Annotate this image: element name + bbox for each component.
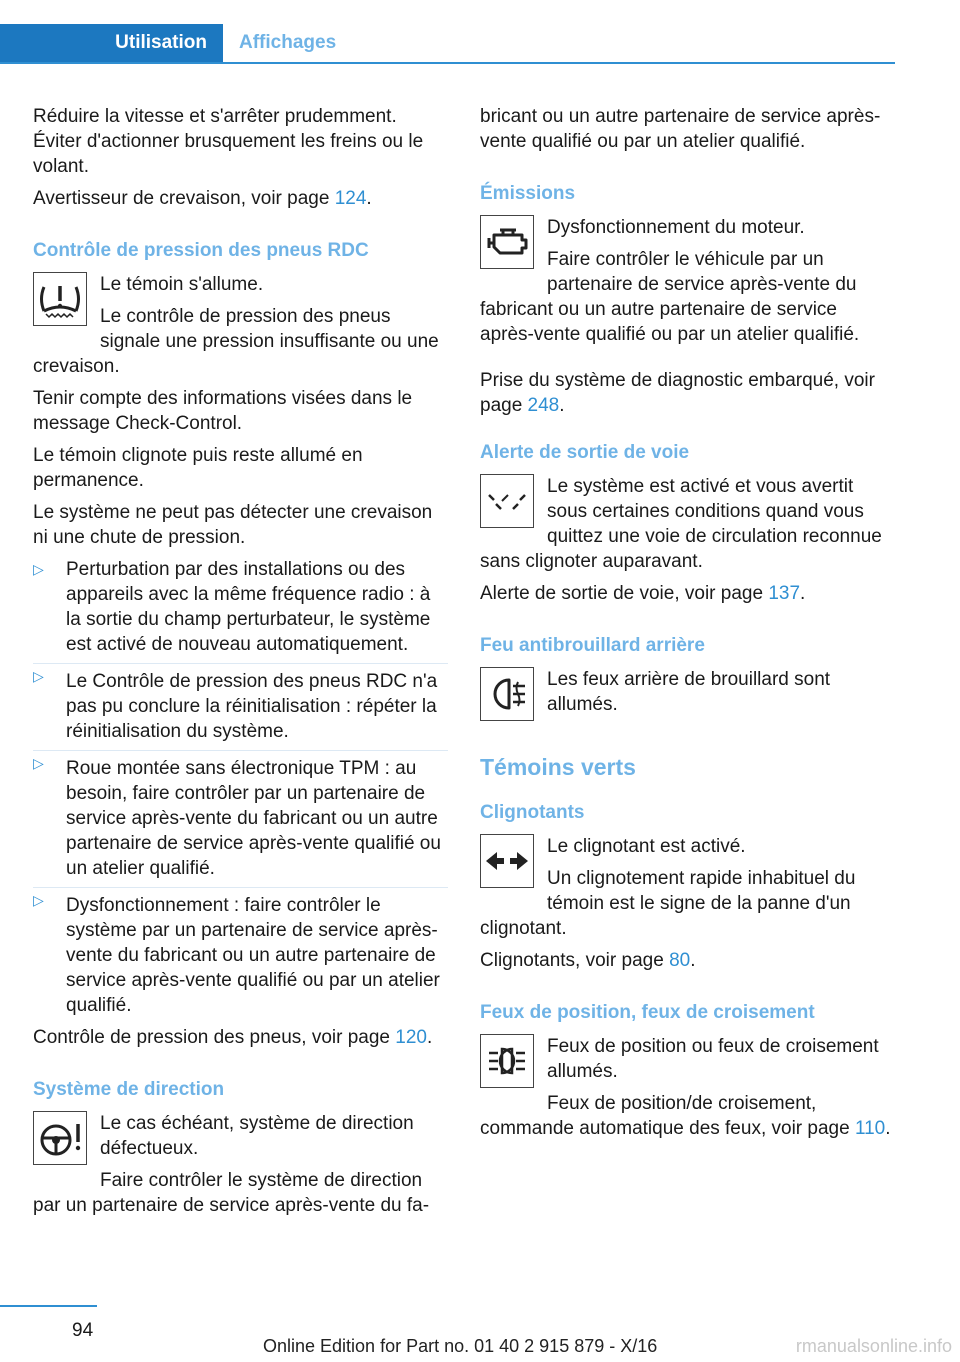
triangle-bullet-icon: ▷ bbox=[33, 668, 44, 684]
page-link-248[interactable]: 248 bbox=[527, 395, 560, 416]
steering-warning-icon bbox=[33, 1111, 87, 1165]
lane-departure-icon bbox=[480, 474, 534, 528]
left-column bbox=[33, 104, 448, 1225]
chapter-tab-bar bbox=[0, 24, 895, 64]
page-link-124[interactable]: 124 bbox=[334, 188, 367, 209]
lane-reference: Alerte de sortie de voie, voir page 137. bbox=[480, 583, 806, 604]
page-link-80[interactable]: 80 bbox=[669, 950, 691, 971]
rdc-paragraph-2: Le contrôle de pression des pneus signale une pression insuffisante ou une crevaison. bbox=[33, 306, 439, 377]
rdc-paragraph-4: Le témoin clignote puis reste allumé en permanence. bbox=[33, 445, 363, 491]
steering-paragraph-1: Le cas échéant, système de direction défectueux. bbox=[100, 1113, 414, 1159]
heading-rdc: Contrôle de pression des pneus RDC bbox=[33, 240, 369, 261]
rdc-paragraph-3: Tenir compte des informations visées dans le message Check-Control. bbox=[33, 388, 413, 434]
diagnostic-reference: Prise du système de diagnostic embarqué, voir page 248. bbox=[480, 370, 875, 416]
engine-check-icon bbox=[480, 215, 534, 269]
tab-utilisation[interactable]: Utilisation bbox=[0, 24, 223, 62]
emissions-paragraph-1: Dysfonctionnement du moteur. bbox=[547, 217, 805, 238]
heading-steering: Système de direction bbox=[33, 1079, 225, 1100]
turn-paragraph-2: Un clignotement rapide inhabituel du témoin est le signe de la panne d'un clignotant. bbox=[480, 868, 856, 939]
list-item: ▷ Le Contrôle de pression des pneus RDC n'a pas pu conclure la réinitialisation : répéter la réinitialisation du système. bbox=[33, 663, 448, 744]
triangle-bullet-icon: ▷ bbox=[33, 892, 44, 908]
emissions-paragraph-2: Faire contrôler le véhicule par un partenaire de service après-vente du fabricant ou un autre partenaire de service après-vente qualifié ou par un atelier qualifié. bbox=[480, 249, 860, 345]
heading-turn-signals: Clignotants bbox=[480, 802, 585, 823]
list-item: ▷ Dysfonctionnement : faire contrôler le système par un partenaire de service après-vente du fabricant ou un autre partenaire de service après-vente qualifié ou par un atelier qualifié. bbox=[33, 887, 448, 1018]
right-column bbox=[480, 104, 895, 1148]
tab-affichages[interactable]: Affichages bbox=[239, 32, 337, 53]
tyre-pressure-warning-icon bbox=[33, 272, 87, 326]
page-number: 94 bbox=[72, 1320, 94, 1341]
fog-paragraph-1: Les feux arrière de brouillard sont allumés. bbox=[547, 669, 831, 715]
heading-rear-fog: Feu antibrouillard arrière bbox=[480, 635, 705, 656]
rdc-reference: Contrôle de pression des pneus, voir page 120. bbox=[33, 1027, 433, 1048]
position-reference: Feux de position/de croisement, commande automatique des feux, voir page 110. bbox=[480, 1093, 891, 1139]
list-item: ▷ Roue montée sans électronique TPM : au besoin, faire contrôler par un partenaire de service après-vente du fabricant ou un autre partenaire de service après-vente qualifié ou un atelier qualifié. bbox=[33, 750, 448, 881]
rdc-bullet-list bbox=[33, 557, 448, 1018]
position-lights-icon bbox=[480, 1034, 534, 1088]
rdc-paragraph-1: Le témoin s'allume. bbox=[100, 274, 264, 295]
triangle-bullet-icon: ▷ bbox=[33, 755, 44, 771]
heading-lane-departure: Alerte de sortie de voie bbox=[480, 442, 690, 463]
heading-green-indicators: Témoins verts bbox=[480, 754, 636, 780]
watermark: rmanualsonline.info bbox=[795, 1336, 952, 1356]
lane-paragraph-1: Le système est activé et vous avertit sous certaines conditions quand vous quittez une voie de circulation reconnue sans clignoter auparavant. bbox=[480, 476, 882, 572]
page-link-137[interactable]: 137 bbox=[768, 583, 801, 604]
turn-reference: Clignotants, voir page 80. bbox=[480, 950, 696, 971]
heading-emissions: Émissions bbox=[480, 183, 576, 204]
footer-rule bbox=[0, 1305, 97, 1307]
rear-fog-light-icon bbox=[480, 667, 534, 721]
steering-paragraph-2: Faire contrôler le système de direction par un partenaire de service après-vente du fa- bbox=[33, 1170, 430, 1216]
turn-paragraph-1: Le clignotant est activé. bbox=[547, 836, 746, 857]
page-link-120[interactable]: 120 bbox=[395, 1027, 427, 1048]
turn-signal-icon bbox=[480, 834, 534, 888]
position-paragraph-1: Feux de position ou feux de croisement allumés. bbox=[547, 1036, 879, 1082]
flat-tyre-reference: Avertisseur de crevaison, voir page 124. bbox=[33, 188, 372, 209]
page-link-110[interactable]: 110 bbox=[854, 1118, 886, 1139]
rdc-paragraph-5: Le système ne peut pas détecter une crevaison ni une chute de pression. bbox=[33, 502, 433, 548]
list-item: ▷ Perturbation par des installations ou des appareils avec la même fréquence radio : à la sortie du champ perturbateur, le système est activé de nouveau automatiquement. bbox=[33, 559, 431, 655]
triangle-bullet-icon: ▷ bbox=[33, 561, 44, 577]
edition-note: Online Edition for Part no. 01 40 2 915 879 - X/16 bbox=[263, 1336, 658, 1356]
continued-paragraph: bricant ou un autre partenaire de service après-vente qualifié ou par un atelier qualifié. bbox=[480, 106, 881, 152]
heading-position-lights: Feux de position, feux de croisement bbox=[480, 1002, 815, 1023]
intro-paragraph: Réduire la vitesse et s'arrêter prudemment. Éviter d'actionner brusquement les freins ou le volant. bbox=[33, 106, 424, 177]
